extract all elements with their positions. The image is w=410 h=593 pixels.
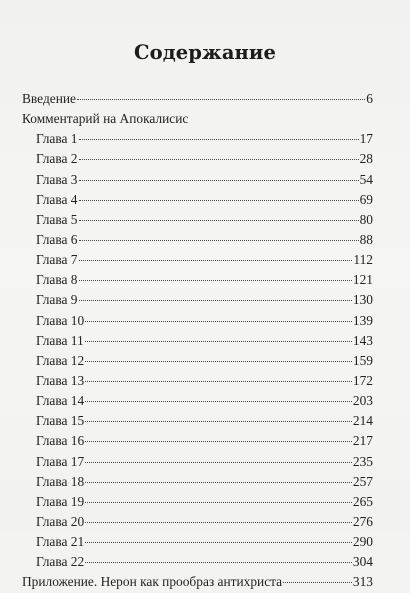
dot-leader: [85, 542, 352, 543]
dot-leader: [85, 562, 352, 563]
toc-entry-label: Введение: [22, 91, 76, 106]
dot-leader: [85, 361, 352, 362]
table-of-contents: [22, 89, 373, 593]
toc-entry-chapter[interactable]: [22, 452, 373, 472]
toc-entry-label: Глава 10: [36, 312, 85, 328]
dot-leader: [85, 441, 352, 442]
toc-entry-page: 276: [352, 513, 373, 529]
dot-leader: [79, 139, 359, 140]
dot-leader: [85, 321, 352, 322]
toc-entry-chapter[interactable]: [22, 331, 373, 351]
toc-entry-chapter[interactable]: [22, 431, 373, 451]
toc-entry-label: Глава 18: [36, 473, 85, 489]
toc-entry-chapter[interactable]: [22, 210, 373, 230]
dot-leader: [85, 482, 352, 483]
dot-leader: [79, 240, 359, 241]
toc-entry-label: Глава 15: [36, 413, 85, 429]
toc-entry-page: 112: [353, 252, 373, 268]
toc-entry-page: 217: [352, 433, 373, 449]
toc-entry-page: 235: [352, 453, 373, 469]
dot-leader: [85, 462, 352, 463]
toc-entry-chapter[interactable]: [22, 391, 373, 411]
toc-entry-page: 54: [359, 171, 373, 187]
toc-entry-page: 139: [352, 312, 373, 328]
toc-entry-page: 172: [352, 372, 373, 388]
toc-entry-label: Глава 14: [36, 393, 85, 409]
toc-entry-label: Глава 11: [36, 332, 84, 348]
toc-entry-page: 159: [352, 352, 373, 368]
toc-entry-page: 130: [352, 292, 373, 308]
toc-entry-label: Глава 4: [36, 191, 78, 207]
toc-entry-page: 304: [352, 554, 373, 570]
toc-entry-chapter[interactable]: [22, 371, 373, 391]
toc-entry-label: Глава 13: [36, 372, 85, 388]
dot-leader: [79, 180, 359, 181]
toc-entry-label: Глава 7: [36, 252, 78, 268]
toc-entry-page: 290: [352, 534, 373, 550]
toc-entry-chapter[interactable]: [22, 270, 373, 290]
toc-entry-page: 6: [366, 91, 373, 106]
dot-leader: [85, 421, 352, 422]
dot-leader: [79, 260, 353, 261]
toc-entry-label: Глава 16: [36, 433, 85, 449]
toc-entry-page: 28: [359, 151, 373, 167]
toc-entry-page: 17: [359, 131, 373, 147]
toc-entry-page: 265: [352, 493, 373, 509]
toc-entry-label: Приложение. Нерон как прообраз антихриста: [22, 574, 283, 590]
toc-entry-label: Глава 20: [36, 513, 85, 529]
toc-entry-chapter[interactable]: [22, 492, 373, 512]
toc-entry-label: Глава 6: [36, 231, 78, 247]
toc-entry-label: Глава 17: [36, 453, 85, 469]
toc-entry-label: Глава 21: [36, 534, 85, 550]
toc-entry-label: Глава 2: [36, 151, 78, 167]
toc-entry-page: 121: [352, 272, 373, 288]
toc-entry-chapter[interactable]: [22, 311, 373, 331]
dot-leader: [85, 401, 352, 402]
toc-entry-chapter[interactable]: [22, 129, 373, 149]
toc-entry-chapter[interactable]: [22, 190, 373, 210]
dot-leader: [79, 280, 352, 281]
toc-entry-label: Глава 12: [36, 352, 85, 368]
toc-section-heading: Комментарий на Апокалисис: [22, 111, 189, 127]
toc-entry-page: 69: [359, 191, 373, 207]
toc-entry-page: 257: [352, 473, 373, 489]
toc-entry-label: Глава 22: [36, 554, 85, 570]
toc-entry-label: Глава 8: [36, 272, 78, 288]
toc-entry-page: 80: [359, 211, 373, 227]
dot-leader: [85, 502, 352, 503]
page-title: Содержание: [133, 41, 277, 64]
toc-entry-intro[interactable]: [22, 89, 373, 109]
toc-entry-chapter[interactable]: [22, 512, 373, 532]
toc-entry-chapter[interactable]: [22, 351, 373, 371]
dot-leader: [79, 220, 359, 221]
dot-leader: [79, 200, 359, 201]
toc-entry-page: 214: [352, 413, 373, 429]
toc-entry-page: 88: [359, 231, 373, 247]
toc-entry-label: Глава 1: [36, 131, 78, 147]
toc-entry-chapter[interactable]: [22, 552, 373, 572]
toc-entry-chapter[interactable]: [22, 290, 373, 310]
dot-leader: [85, 341, 352, 342]
toc-entry-chapter[interactable]: [22, 472, 373, 492]
toc-entry-page: 313: [352, 574, 373, 590]
toc-entry-page: 143: [352, 332, 373, 348]
toc-entry-label: Глава 9: [36, 292, 78, 308]
dot-leader: [79, 159, 359, 160]
toc-entry-chapter[interactable]: [22, 170, 373, 190]
toc-entry-chapter[interactable]: [22, 230, 373, 250]
dot-leader: [85, 381, 352, 382]
toc-entry-label: Глава 19: [36, 493, 85, 509]
chapter-list: [22, 129, 373, 572]
toc-entry-chapter[interactable]: [22, 532, 373, 552]
toc-entry-appendix[interactable]: [22, 572, 373, 592]
toc-entry-chapter[interactable]: [22, 411, 373, 431]
dot-leader: [283, 582, 352, 583]
dot-leader: [77, 99, 365, 100]
toc-entry-chapter[interactable]: [22, 149, 373, 169]
toc-entry-page: 203: [352, 393, 373, 409]
dot-leader: [85, 522, 352, 523]
toc-entry-label: Глава 3: [36, 171, 78, 187]
toc-entry-chapter[interactable]: [22, 250, 373, 270]
toc-entry-label: Глава 5: [36, 211, 78, 227]
dot-leader: [79, 300, 352, 301]
